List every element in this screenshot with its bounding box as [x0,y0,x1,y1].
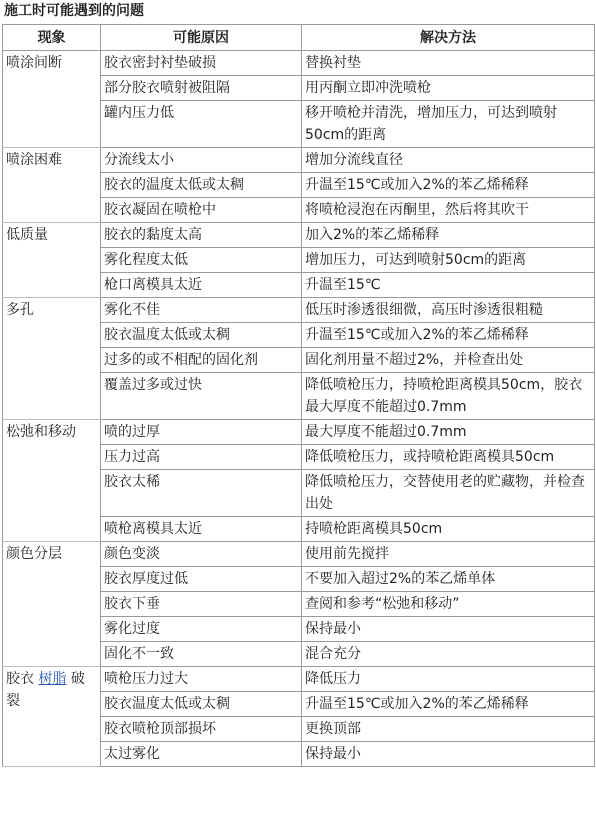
solution-cell: 降低喷枪压力，交替使用老的贮藏物，并检查出处 [302,470,595,517]
symptom-cell: 低质量 [3,223,101,298]
cause-cell: 胶衣太稀 [101,470,302,517]
solution-cell: 升温至15℃或加入2%的苯乙烯稀释 [302,692,595,717]
table-body [3,51,595,767]
cause-cell: 喷枪离模具太近 [101,517,302,542]
solution-cell: 加入2%的苯乙烯稀释 [302,223,595,248]
cause-cell: 压力过高 [101,445,302,470]
solution-cell: 升温至15℃或加入2%的苯乙烯稀释 [302,173,595,198]
table-row [3,542,595,567]
header-symptom: 现象 [3,25,101,51]
cause-cell: 覆盖过多或过快 [101,373,302,420]
symptom-cell: 松弛和移动 [3,420,101,542]
solution-cell: 降低喷枪压力，持喷枪距离模具50cm，胶衣最大厚度不能超过0.7mm [302,373,595,420]
cause-cell: 胶衣厚度过低 [101,567,302,592]
cause-cell: 胶衣的温度太低或太稠 [101,173,302,198]
solution-cell: 用丙酮立即冲洗喷枪 [302,76,595,101]
solution-cell: 混合充分 [302,642,595,667]
cause-cell: 雾化过度 [101,617,302,642]
symptom-text: 破裂 [6,671,85,709]
cause-cell: 过多的或不相配的固化剂 [101,348,302,373]
solution-cell: 持喷枪距离模具50cm [302,517,595,542]
solution-cell: 将喷枪浸泡在丙酮里，然后将其吹干 [302,198,595,223]
cause-cell: 胶衣温度太低或太稠 [101,323,302,348]
symptom-cell: 颜色分层 [3,542,101,667]
symptom-cell [3,667,101,767]
symptom-cell: 喷涂困难 [3,148,101,223]
header-cause: 可能原因 [101,25,302,51]
cause-cell: 雾化不佳 [101,298,302,323]
cause-cell: 胶衣下垂 [101,592,302,617]
cause-cell: 罐内压力低 [101,101,302,148]
solution-cell: 升温至15℃ [302,273,595,298]
resin-link[interactable]: 树脂 [38,671,67,687]
symptom-text: 胶衣 [6,671,39,687]
table-row [3,298,595,323]
solution-cell: 替换衬垫 [302,51,595,76]
solution-cell: 固化剂用量不超过2%，并检查出处 [302,348,595,373]
table-row [3,223,595,248]
solution-cell: 增加压力，可达到喷射50cm的距离 [302,248,595,273]
solution-cell: 升温至15℃或加入2%的苯乙烯稀释 [302,323,595,348]
solution-cell: 降低压力 [302,667,595,692]
solution-cell: 移开喷枪并清洗，增加压力，可达到喷射50cm的距离 [302,101,595,148]
table-row [3,148,595,173]
cause-cell: 分流线太小 [101,148,302,173]
table-row [3,51,595,76]
solution-cell: 增加分流线直径 [302,148,595,173]
solution-cell: 不要加入超过2%的苯乙烯单体 [302,567,595,592]
cause-cell: 太过雾化 [101,742,302,767]
solution-cell: 更换顶部 [302,717,595,742]
cause-cell: 喷的过厚 [101,420,302,445]
cause-cell: 颜色变淡 [101,542,302,567]
cause-cell: 胶衣凝固在喷枪中 [101,198,302,223]
troubleshooting-table [2,24,595,767]
solution-cell: 保持最小 [302,742,595,767]
cause-cell: 枪口离模具太近 [101,273,302,298]
symptom-cell: 多孔 [3,298,101,420]
cause-cell: 胶衣喷枪顶部损坏 [101,717,302,742]
cause-cell: 固化不一致 [101,642,302,667]
header-solution: 解决方法 [302,25,595,51]
solution-cell: 降低喷枪压力，或持喷枪距离模具50cm [302,445,595,470]
cause-cell: 喷枪压力过大 [101,667,302,692]
solution-cell: 使用前先搅拌 [302,542,595,567]
page-title: 施工时可能遇到的问题 [4,3,144,19]
cause-cell: 部分胶衣喷射被阻隔 [101,76,302,101]
solution-cell: 最大厚度不能超过0.7mm [302,420,595,445]
table-row [3,420,595,445]
cause-cell: 雾化程度太低 [101,248,302,273]
solution-cell: 查阅和参考“松弛和移动” [302,592,595,617]
table-row [3,667,595,692]
cause-cell: 胶衣的黏度太高 [101,223,302,248]
table-header-row [3,25,595,51]
solution-cell: 低压时渗透很细微，高压时渗透很粗糙 [302,298,595,323]
cause-cell: 胶衣密封衬垫破损 [101,51,302,76]
solution-cell: 保持最小 [302,617,595,642]
cause-cell: 胶衣温度太低或太稠 [101,692,302,717]
symptom-cell: 喷涂间断 [3,51,101,148]
